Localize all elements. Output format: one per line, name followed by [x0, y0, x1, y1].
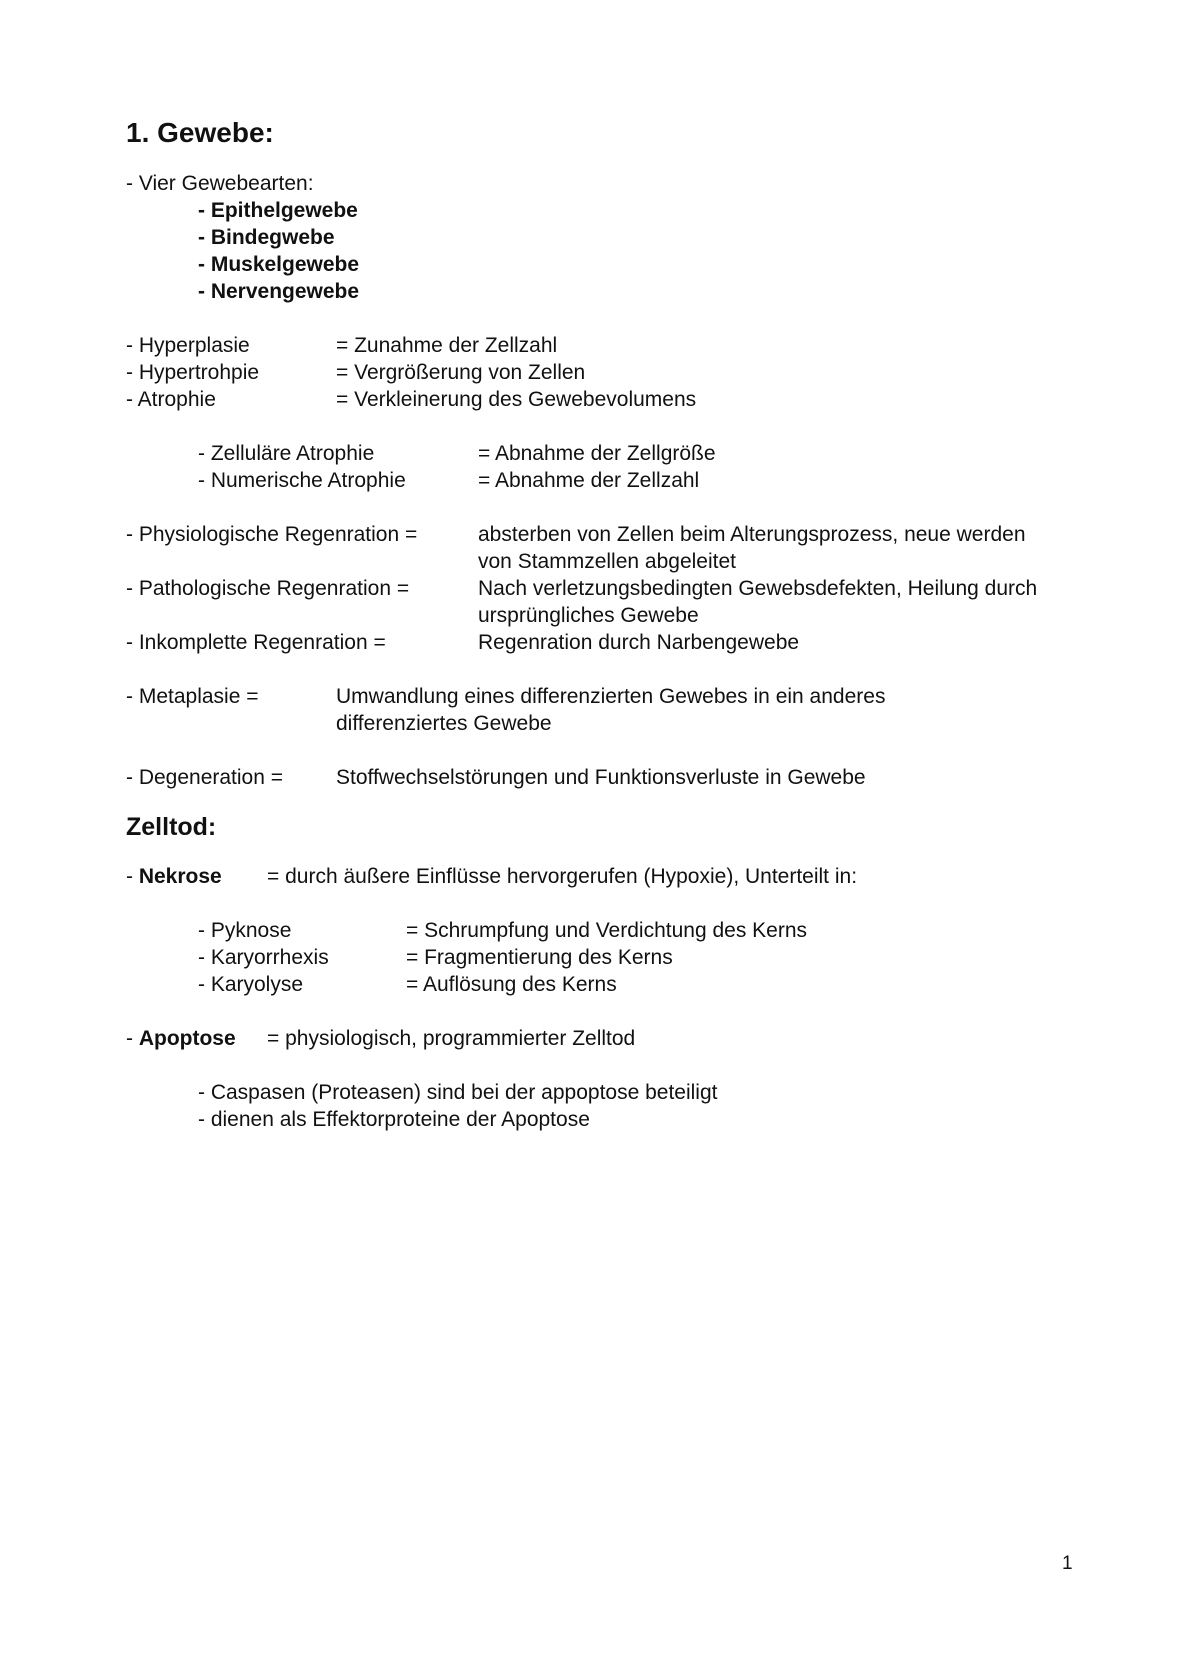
term-prefix: - — [126, 865, 139, 888]
def-hyperplasie — [126, 332, 1086, 359]
term-label: - Numerische Atrophie — [198, 469, 406, 492]
def-pathologische-regeneration — [126, 575, 1086, 629]
definition-text: = Fragmentierung des Kerns — [406, 946, 673, 969]
heading-zelltod: Zelltod: — [126, 813, 217, 841]
term-bold: Nekrose — [138, 865, 222, 888]
def-hypertrophie — [126, 359, 1086, 386]
definition-text: Umwandlung eines differenzierten Gewebes in ein anderes differenziertes Gewebe — [336, 685, 886, 735]
definition-text: Regenration durch Narbengewebe — [478, 631, 800, 654]
definition-text: = Zunahme der Zellzahl — [336, 334, 558, 357]
term-label: - Zelluläre Atrophie — [198, 442, 375, 465]
def-physiologische-regeneration — [126, 521, 1086, 575]
term-label: - Pyknose — [198, 919, 292, 942]
term-label — [126, 863, 267, 890]
def-apoptose — [126, 1025, 1086, 1052]
apoptose-note-caspasen: - Caspasen (Proteasen) sind bei der appoptose beteiligt — [198, 1081, 718, 1104]
term-label: - Physiologische Regenration = — [126, 523, 418, 546]
page-number: 1 — [1062, 1553, 1073, 1574]
term-label: - Atrophie — [126, 388, 216, 411]
definition-text: = physiologisch, programmierter Zelltod — [267, 1027, 636, 1050]
term-label — [126, 1025, 267, 1052]
term-label: - Hypertrohpie — [126, 361, 260, 384]
definition-text: = Auflösung des Kerns — [406, 973, 617, 996]
def-nekrose — [126, 863, 1086, 890]
def-karyolyse — [126, 971, 1086, 998]
def-zellulaere-atrophie — [126, 440, 1086, 467]
def-metaplasie — [126, 683, 1086, 737]
definition-text: Stoffwechselstörungen und Funktionsverluste in Gewebe — [336, 766, 866, 789]
def-atrophie — [126, 386, 1086, 413]
term-prefix: - — [126, 1027, 139, 1050]
definition-text: absterben von Zellen beim Alterungsprozess, neue werden von Stammzellen abgeleitet — [478, 523, 1026, 573]
tissue-intro: - Vier Gewebearten: — [126, 172, 314, 195]
term-label: - Degeneration = — [126, 766, 284, 789]
apoptose-note-effektor: - dienen als Effektorproteine der Apoptose — [198, 1108, 590, 1131]
def-inkomplette-regeneration — [126, 629, 1086, 656]
term-label: - Pathologische Regenration = — [126, 577, 410, 600]
definition-text: = durch äußere Einflüsse hervorgerufen (Hypoxie), Unterteilt in: — [267, 865, 858, 888]
term-label: - Metaplasie = — [126, 685, 259, 708]
def-degeneration — [126, 764, 1086, 791]
tissue-type-muskel: - Muskelgewebe — [198, 253, 360, 276]
term-label: - Hyperplasie — [126, 334, 250, 357]
term-label: - Karyorrhexis — [198, 946, 329, 969]
tissue-type-epithel: - Epithelgewebe — [198, 199, 358, 222]
tissue-type-nerven: - Nervengewebe — [198, 280, 360, 303]
definition-text: = Schrumpfung und Verdichtung des Kerns — [406, 919, 808, 942]
definition-text: = Abnahme der Zellzahl — [478, 469, 700, 492]
term-bold: Apoptose — [138, 1027, 236, 1050]
definition-text: = Vergrößerung von Zellen — [336, 361, 586, 384]
term-label: - Inkomplette Regenration = — [126, 631, 386, 654]
def-karyorrhexis — [126, 944, 1086, 971]
heading-gewebe: 1. Gewebe: — [126, 117, 274, 148]
def-pyknose — [126, 917, 1086, 944]
def-numerische-atrophie — [126, 467, 1086, 494]
definition-text: = Abnahme der Zellgröße — [478, 442, 716, 465]
page-content — [126, 116, 1086, 1133]
definition-text: = Verkleinerung des Gewebevolumens — [336, 388, 697, 411]
tissue-type-binde: - Bindegwebe — [198, 226, 335, 249]
term-label: - Karyolyse — [198, 973, 304, 996]
definition-text: Nach verletzungsbedingten Gewebsdefekten, Heilung durch ursprüngliches Gewebe — [478, 577, 1038, 627]
